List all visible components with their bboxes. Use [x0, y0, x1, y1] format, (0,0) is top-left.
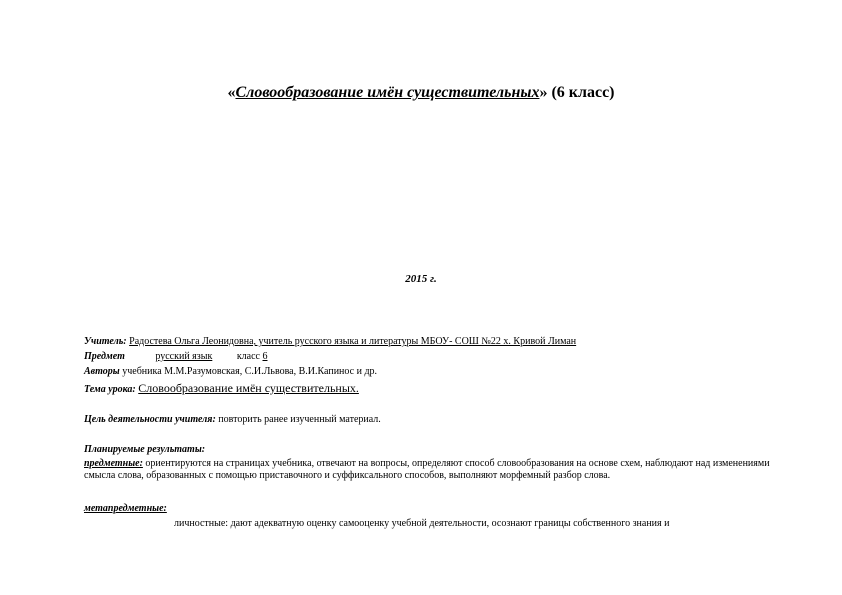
lesson-topic-line — [84, 382, 359, 396]
results-heading-text: Планируемые результаты: — [84, 444, 206, 455]
authors-value: учебника М.М.Разумовская, С.И.Львова, В.И.Капинос и др. — [122, 366, 378, 377]
subject-results-paragraph — [84, 458, 784, 482]
class-value: 6 — [262, 351, 268, 362]
document-title — [0, 84, 842, 102]
goal-line — [84, 414, 381, 426]
results-heading — [84, 444, 205, 456]
lesson-topic-value: Словообразование имён существительных. — [138, 381, 359, 395]
subject-results-label: предметные: — [84, 458, 143, 469]
title-grade: (6 класс) — [547, 84, 615, 101]
authors-label: Авторы — [84, 366, 120, 377]
title-open-quote: « — [227, 84, 236, 101]
goal-label: Цель деятельности учителя: — [84, 414, 216, 425]
subject-results-text: ориентируются на страницах учебника, отвечают на вопросы, определяют способ словообразования на основе схем, наблюдают над изменениями смысла слова, образованных с помощью приставочного и суффиксального способов, выполняют морфемный разбор слова. — [84, 458, 770, 481]
meta-results-label: метапредметные: — [84, 503, 167, 514]
document-year: 2015 г. — [405, 273, 437, 285]
title-topic: Словообразование имён существительных — [235, 84, 540, 101]
meta-results-line — [84, 503, 167, 515]
personal-results-line — [174, 518, 669, 530]
title-close-quote: » — [539, 84, 548, 101]
goal-value: повторить ранее изученный материал. — [218, 414, 381, 425]
teacher-line — [84, 336, 576, 348]
personal-results-label: личностные: — [174, 518, 229, 529]
personal-results-text: дают адекватную оценку самооценку учебной деятельности, осознают границы собственного знания и — [230, 518, 670, 529]
subject-label: Предмет — [84, 351, 125, 362]
subject-line — [84, 351, 267, 363]
subject-value: русский язык — [155, 351, 213, 362]
teacher-value: Радостева Ольга Леонидовна, учитель русского языка и литературы МБОУ- СОШ №22 х. Кривой Лиман — [129, 336, 577, 347]
lesson-topic-label: Тема урока: — [84, 384, 136, 395]
teacher-label: Учитель: — [84, 336, 127, 347]
class-label: класс — [236, 351, 260, 362]
authors-line — [84, 366, 377, 378]
